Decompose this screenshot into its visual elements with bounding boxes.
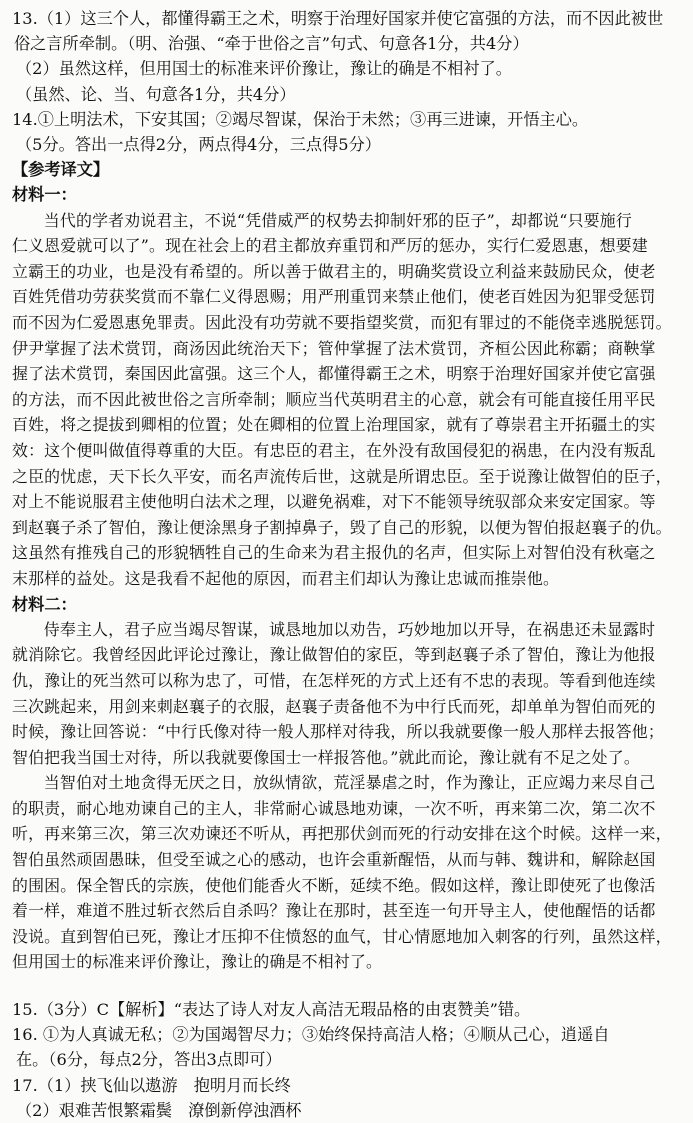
text-line: 伊尹掌握了法术赏罚，商汤因此统治天下；管仲掌握了法术赏罚，齐桓公因此称霸；商鞅掌 <box>12 338 656 358</box>
text-line: 立霸王的功业，也是没有希望的。所以善于做君主的，明确奖赏设立利益来鼓励民众，使老 <box>12 261 656 281</box>
text-line: 的围困。保全智氏的宗族，使他们能香火不断，延续不绝。假如这样，豫让即使死了也像活 <box>12 875 656 895</box>
text-line: 仇，豫让的死当然可以称为忠了，可惜，在怎样死的方式上还有不忠的表现。等看到他连续 <box>12 670 656 690</box>
text-line: 这虽然有推残自己的形貌牺牲自己的生命来为君主报仇的名声，但实际上对智伯没有秋毫之 <box>12 543 656 563</box>
text-line: 百姓，将之提拔到卿相的位置；处在卿相的位置上治理国家，就有了尊崇君主开拓疆土的实 <box>12 415 656 435</box>
text-line: 的方法，而不因此被世俗之言所牵制；顺应当代英明君主的心意，就会有可能直接任用平民 <box>12 389 656 409</box>
text-line: 而不因为仁爱恩惠免罪责。因此没有功劳就不要指望奖赏，而犯有罪过的不能侥幸逃脱惩罚。 <box>12 313 672 332</box>
text-line: 效：这个便叫做值得尊重的大臣。有忠臣的君主，在外没有敌国侵犯的祸患，在内没有叛乱 <box>12 440 656 460</box>
text-line: 三次跳起来，用剑来刺赵襄子的衣服，赵襄子责备他不为中行氏而死，却单单为智伯而死的 <box>12 696 656 716</box>
text-line: 但用国士的标准来评价豫让，豫让的确是不相衬了。 <box>12 952 383 972</box>
text-line: 仁义恩爱就可以了”。现在社会上的君主都放弃重罚和严厉的惩办，实行仁爱恩惠，想要建 <box>12 236 648 256</box>
material-two-text <box>12 617 683 975</box>
answer-line: 16. ①为人真诚无私；②为国竭智尽力；③始终保持高洁人格；④顺从己心，逍遥自 <box>12 1025 610 1045</box>
text-line: 对上不能说服君主使他明白法术之理，以避免祸难，对下不能领导统驭部众来安定国家。等 <box>12 492 656 512</box>
text-line: 握了法术赏罚，秦国因此富强。这三个人，都懂得霸王之术，明察于治理好国家并使它富强 <box>12 364 656 384</box>
answer-line: （虽然、论、当、句意各1分，共4分） <box>16 84 296 104</box>
answer-line: （5分。答出一点得2分，两点得4分，三点得5分） <box>16 135 381 155</box>
text-line: 到赵襄子杀了智伯，豫让便涂黑身子割掉鼻子，毁了自己的形貌，以便为智伯报赵襄子的仇。 <box>12 517 672 537</box>
text-line: 着一样，难道不胜过斩衣然后自杀吗？豫让在那时，甚至连一句开导主人，使他醒悟的话都 <box>12 901 656 921</box>
answer-line: 15.（3分）C【解析】“表达了诗人对友人高洁无瑕品格的由衷赞美”错。 <box>12 1000 531 1020</box>
text-line: 没说。直到智伯已死，豫让才压抑不住愤怒的血气，甘心情愿地加入刺客的行列，虽然这样， <box>12 926 672 946</box>
translation-heading: 【参考译文】 <box>12 160 110 180</box>
answer-line: 在。（6分，每点2分，答出3点即可） <box>16 1050 282 1070</box>
text-line: 智伯虽然顽固愚昧，但受至诚之心的感动，也许会重新醒悟，从而与韩、魏讲和，解除赵国 <box>12 850 656 870</box>
text-line: 当智伯对土地贪得无厌之日，放纵情欲，荒淫暴虐之时，作为豫让，正应竭力来尽自己 <box>43 773 656 793</box>
text-line: 听，再来第三次，第三次劝谏还不听从，再把那伏剑而死的行动安排在这个时候。这样一来， <box>12 824 672 844</box>
answer-line: （2）艰难苦恨繁霜鬓 潦倒新停浊酒杯 <box>16 1100 302 1120</box>
text-line: 之臣的忧虑，天下长久平安，而名声流传后世，这就是所谓忠臣。至于说豫让做智伯的臣子， <box>12 466 672 486</box>
material-one-title: 材料一： <box>12 185 77 205</box>
text-line: 就消除它。我曾经因此评论过豫让，豫让做智伯的家臣，等到赵襄子杀了智伯，豫让为他报 <box>12 645 656 665</box>
section-spacer <box>12 975 683 997</box>
text-line: 末那样的益处。这是我看不起他的原因，而君主们却认为豫让忠诚而推崇他。 <box>12 568 560 588</box>
text-line: 时候，豫让回答说：“中行氏像对待一般人那样对待我，所以我就要像一般人那样去报答他； <box>12 722 664 742</box>
answer-line: 13.（1）这三个人，都懂得霸王之术，明察于治理好国家并使它富强的方法，而不因此被世 <box>12 9 664 28</box>
answer-line: 俗之言所牵制。（明、治强、“牵于世俗之言”句式、句意各1分，共4分） <box>14 34 529 54</box>
answer-line: 17.（1）挟飞仙以遨游 抱明月而长终 <box>12 1075 291 1095</box>
text-line: 百姓凭借功劳获奖赏而不靠仁义得恩赐；用严刑重罚来禁止他们，使老百姓因为犯罪受惩罚 <box>12 287 656 307</box>
text-line: 的职责，耐心地劝谏自己的主人，非常耐心诚恳地劝谏，一次不听，再来第二次，第二次不 <box>12 798 656 818</box>
answer-line: （2）虽然这样，但用国士的标准来评价豫让，豫让的确是不相衬了。 <box>16 59 512 79</box>
text-line: 当代的学者劝说君主，不说“凭借威严的权势去抑制奸邪的臣子”，却都说“只要施行 <box>43 210 632 230</box>
answer-line: 14.①上明法术，下安其国；②竭尽智谋，保治于未然；③再三进谏，开悟主心。 <box>12 109 589 129</box>
text-line: 侍奉主人，君子应当竭尽智谋，诚恳地加以劝告，巧妙地加以开导，在祸患还未显露时 <box>43 619 656 639</box>
answers-15-17 <box>12 997 683 1123</box>
material-one-text <box>12 208 683 592</box>
material-two-title: 材料二： <box>12 594 77 614</box>
text-line: 智伯把我当国士对待，所以我就要像国士一样报答他。”就此而论，豫让就有不足之处了。 <box>12 747 640 767</box>
answers-13-14 <box>12 6 683 157</box>
